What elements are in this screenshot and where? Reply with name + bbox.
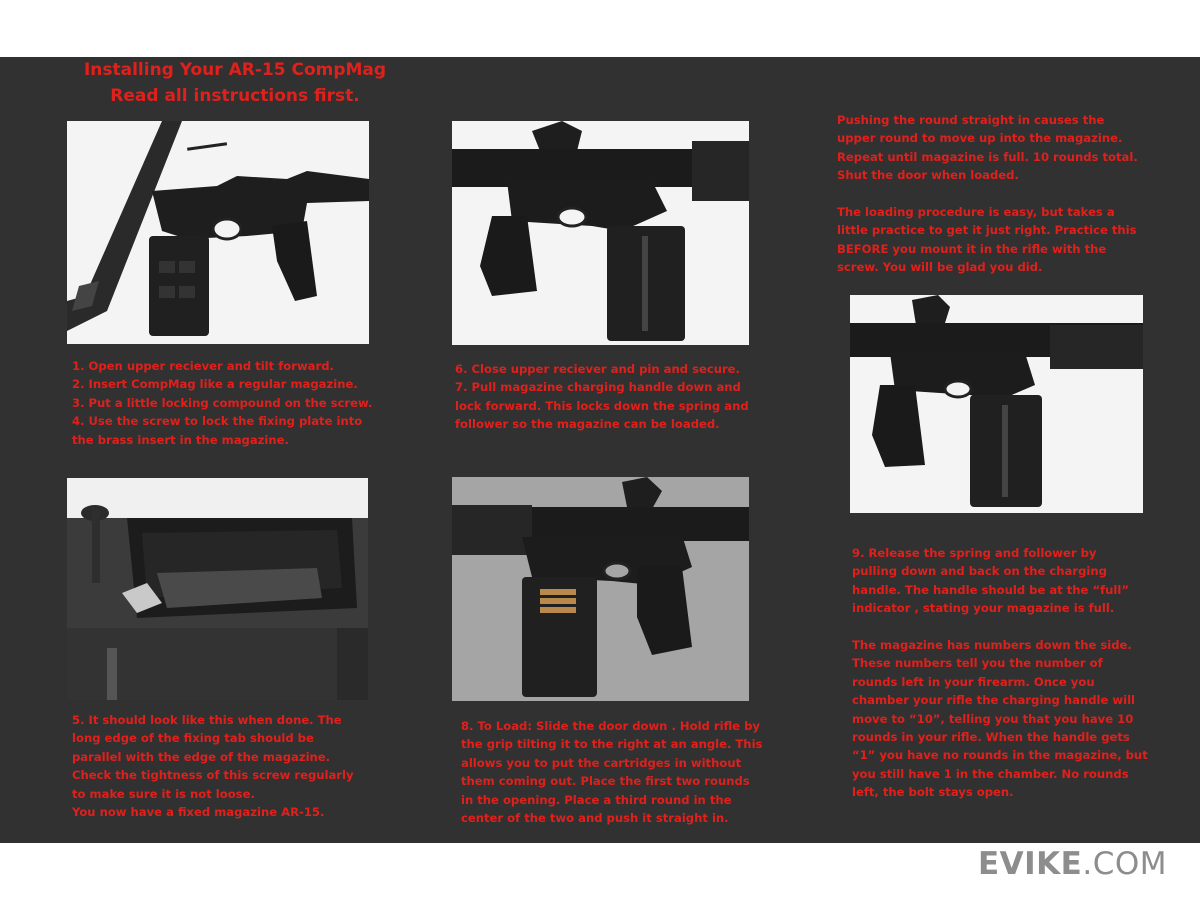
steps-6-7-text: 6. Close upper reciever and pin and secure. 7. Pull magazine charging handle down and lock forward. This locks down the spring and follower so the magazine can be loaded. bbox=[455, 362, 749, 432]
step-9-text: 9. Release the spring and follower by pulling down and back on the charging handle. The handle should be at the “full” indicator , stating your magazine is full. The magazine has numbers down the side. These numbers tell you the number of rounds left in your firearm. Once you chamber your rifle the charging handle will move to “10”, telling you that you have 10 rounds in your rifle. When the handle gets “1” you have no rounds in the magazine, but you still have 1 in the chamber. No rounds left, the bolt stays open. bbox=[852, 546, 1148, 800]
step-8-text: 8. To Load: Slide the door down . Hold rifle by the grip tilting it to the right at an angle. This allows you to put the cartridges in without them coming out. Place the first two rounds in the opening. Place a third round in the center of the two and push it straight in. bbox=[461, 719, 763, 826]
photo-magazine-full bbox=[850, 295, 1143, 513]
photo-lower-receiver-installed bbox=[67, 121, 369, 344]
photo-upper-receiver-closed bbox=[452, 121, 749, 345]
page-title bbox=[50, 57, 420, 109]
evike-logo bbox=[978, 846, 1167, 882]
title-line-2: Read all instructions first. bbox=[110, 86, 360, 106]
loading-continued-text: Pushing the round straight in causes the upper round to move up into the magazine. Repeat until magazine is full. 10 rounds total. Shut the door when loaded. The loading procedure is easy, but takes a little practice to get it just right. Practice this BEFORE you mount it in the rifle with the screw. You will be glad you did. bbox=[837, 113, 1138, 275]
photo-fixing-tab-closeup bbox=[67, 478, 368, 700]
brand-bold: EVIKE bbox=[977, 846, 1083, 882]
steps-1-to-4-text: 1. Open upper reciever and tilt forward. 2. Insert CompMag like a regular magazine. 3. Put a little locking compound on the screw. 4. Use the screw to lock the fixing plate into the brass insert in the magazine. bbox=[72, 359, 373, 447]
instruction-sheet bbox=[0, 57, 1200, 843]
photo-loading-rounds bbox=[452, 477, 749, 701]
step-5-text: 5. It should look like this when done. The long edge of the fixing tab should be parallel with the edge of the magazine. Check the tightness of this screw regularly to make sure it is not loose. You now have a fixed magazine AR-15. bbox=[72, 713, 354, 820]
title-line-1: Installing Your AR-15 CompMag bbox=[83, 60, 387, 80]
brand-suffix: .COM bbox=[1082, 846, 1167, 882]
